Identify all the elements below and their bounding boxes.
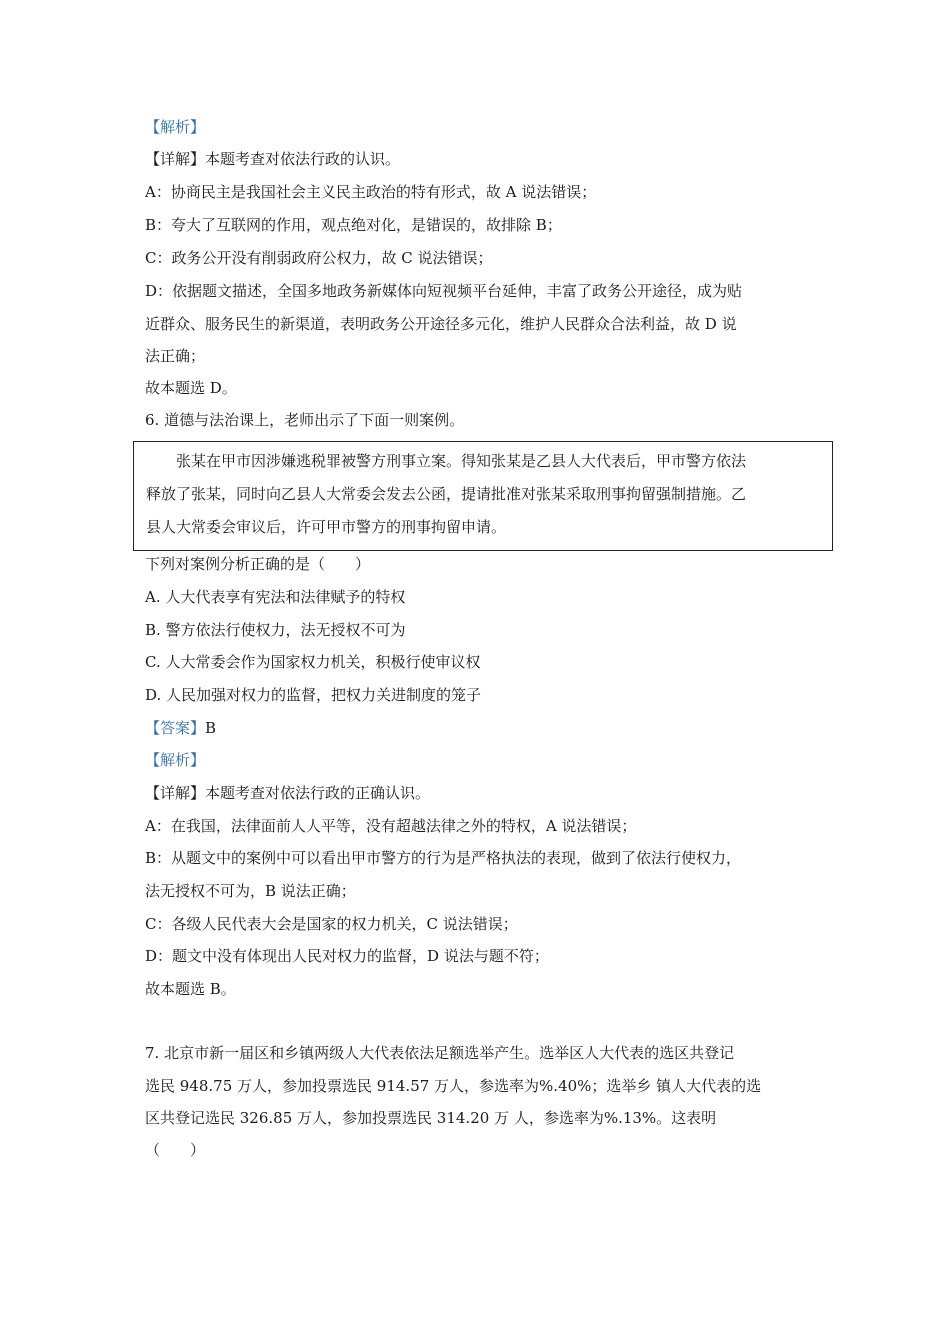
question-7-line3: 区共登记选民 326.85 万人，参加投票选民 314.20 万 人，参选率为%.13%。这表明 [145, 1109, 717, 1127]
option-b: B. 警方依法行使权力，法无授权不可为 [145, 621, 406, 639]
case-box [133, 441, 833, 551]
analysis-q6-option-b-line1: B：从题文中的案例中可以看出甲市警方的行为是严格执法的表现，做到了依法行使权力， [145, 849, 742, 867]
detail-tag-2: 【详解】 [145, 784, 206, 802]
detail-line [145, 149, 400, 169]
detail-tag: 【详解】 [145, 150, 206, 168]
analysis-q6-option-d: D：题文中没有体现出人民对权力的监督，D 说法与题不符； [145, 947, 549, 965]
question-7-blank: （ ） [145, 1141, 206, 1159]
question-7-line2: 选民 948.75 万人，参加投票选民 914.57 万人，参选率为%.40%；选举乡 镇人大代表的选 [145, 1077, 762, 1095]
question-6-stem: 6. 道德与法治课上，老师出示了下面一则案例。 [145, 411, 465, 429]
detail-text: 本题考查对依法行政的认识。 [205, 150, 401, 168]
analysis-option-c: C：政务公开没有削弱政府公权力，故 C 说法错误； [145, 249, 493, 267]
detail-text-2: 本题考查对依法行政的正确认识。 [205, 784, 431, 802]
analysis-option-b: B：夸大了互联网的作用，观点绝对化，是错误的，故排除 B； [145, 216, 562, 234]
analysis-q6-option-b-line2: 法无授权不可为，B 说法正确； [145, 882, 356, 900]
analysis-q6-option-a: A：在我国，法律面前人人平等，没有超越法律之外的特权，A 说法错误； [145, 817, 637, 835]
answer-tag: 【答案】 [145, 719, 206, 737]
answer-line [145, 718, 216, 738]
option-c: C. 人大常委会作为国家权力机关，积极行使审议权 [145, 653, 481, 671]
option-d: D. 人民加强对权力的监督，把权力关进制度的笼子 [145, 686, 482, 704]
case-line-1: 张某在甲市因涉嫌逃税罪被警方刑事立案。得知张某是乙县人大代表后，甲市警方依法 [176, 452, 747, 470]
case-line-2: 释放了张某，同时向乙县人大常委会发去公函，提请批准对张某采取刑事拘留强制措施。乙 [146, 485, 747, 503]
analysis-tag: 【解析】 [145, 118, 206, 136]
detail-line-2 [145, 783, 430, 803]
analysis-q6-option-c: C：各级人民代表大会是国家的权力机关，C 说法错误； [145, 915, 518, 933]
analysis-option-a: A：协商民主是我国社会主义民主政治的特有形式，故 A 说法错误； [145, 183, 597, 201]
analysis-tag-2: 【解析】 [145, 751, 206, 769]
option-a: A. 人大代表享有宪法和法律赋予的特权 [145, 588, 406, 606]
analysis-option-d-line2: 近群众、服务民生的新渠道，表明政务公开途径多元化，维护人民群众合法利益，故 D 说 [145, 315, 737, 333]
answer-value: B [205, 719, 217, 737]
case-line-3: 县人大常委会审议后，许可甲市警方的刑事拘留申请。 [146, 518, 507, 536]
question-6-prompt: 下列对案例分析正确的是（ ） [145, 555, 371, 573]
analysis-option-d-line3: 法正确； [145, 347, 206, 365]
question-7-line1: 7. 北京市新一届区和乡镇两级人大代表依法足额选举产生。选举区人大代表的选区共登记 [145, 1044, 735, 1062]
analysis-q6-conclusion: 故本题选 B。 [145, 980, 236, 998]
analysis-conclusion: 故本题选 D。 [145, 379, 237, 397]
analysis-option-d-line1: D：依据题文描述，全国多地政务新媒体向短视频平台延伸，丰富了政务公开途径，成为贴 [145, 282, 743, 300]
